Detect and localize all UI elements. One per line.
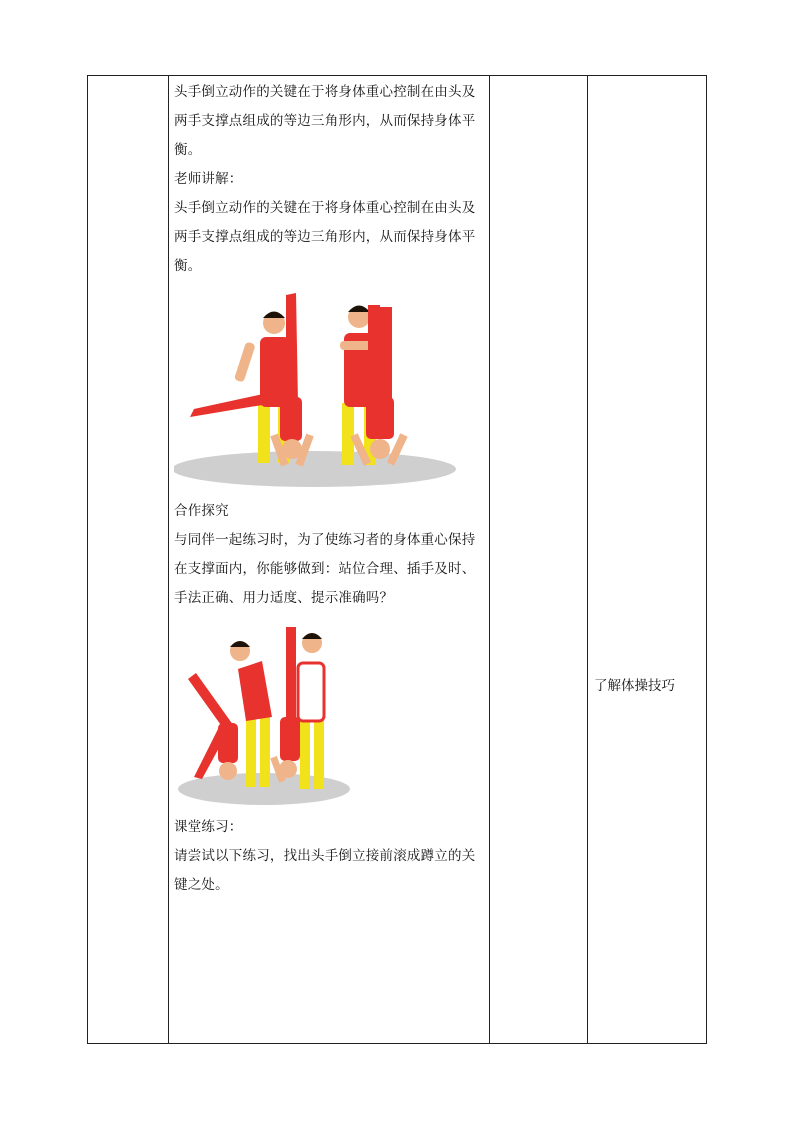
cooperation-heading: 合作探究 bbox=[174, 503, 229, 519]
partner-practice-illustration bbox=[174, 617, 486, 813]
explanation-paragraph: 头手倒立动作的关键在于将身体重心控制在由头及两手支撑点组成的等边三角形内，从而保持身体平衡。 bbox=[174, 84, 476, 158]
column-divider bbox=[168, 76, 169, 1043]
mat-shape bbox=[174, 451, 456, 487]
headstand-assist-illustration-svg bbox=[174, 285, 474, 497]
content-cell bbox=[174, 78, 486, 900]
teacher-heading: 老师讲解： bbox=[174, 171, 243, 187]
practice-heading: 课堂练习： bbox=[174, 819, 243, 835]
practice-paragraph: 请尝试以下练习，找出头手倒立接前滚成蹲立的关键之处。 bbox=[174, 848, 476, 893]
headstand-assist-illustration bbox=[174, 285, 486, 497]
column-divider bbox=[489, 76, 490, 1043]
objective-note: 了解体操技巧 bbox=[594, 678, 675, 694]
teacher-explanation-paragraph: 头手倒立动作的关键在于将身体重心控制在由头及两手支撑点组成的等边三角形内，从而保持身体平衡。 bbox=[174, 200, 476, 274]
performer-figure-left bbox=[190, 293, 314, 466]
spotter-figure-right bbox=[298, 633, 324, 789]
partner-practice-illustration-svg bbox=[174, 617, 374, 813]
column-divider bbox=[587, 76, 588, 1043]
performer-figure-left bbox=[188, 673, 238, 780]
spotter-figure-left bbox=[230, 641, 272, 787]
spotter-figure-left bbox=[234, 312, 290, 464]
cooperation-paragraph: 与同伴一起练习时，为了使练习者的身体重心保持在支撑面内，你能够做到：站位合理、插手及时、手法正确、用力适度、提示准确吗？ bbox=[174, 532, 476, 606]
performer-figure-right bbox=[270, 627, 300, 783]
